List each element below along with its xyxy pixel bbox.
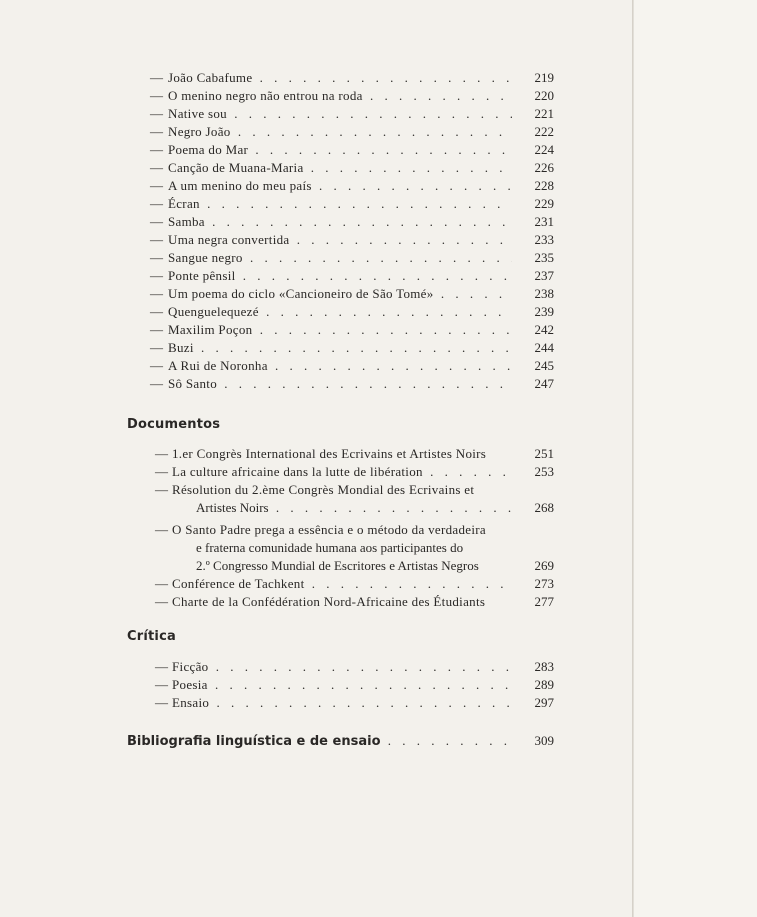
dash: — bbox=[155, 594, 168, 609]
toc-row bbox=[0, 339, 632, 357]
toc-title: Samba . . . bbox=[168, 213, 512, 231]
toc-row bbox=[0, 357, 632, 375]
dash: — bbox=[155, 482, 168, 497]
toc-title: Bibliografia linguística e de ensaio . . . bbox=[127, 732, 512, 751]
dash: — bbox=[150, 358, 163, 373]
toc-row bbox=[0, 285, 632, 303]
toc-row bbox=[0, 213, 632, 231]
dash: — bbox=[150, 304, 163, 319]
toc-row bbox=[0, 303, 632, 321]
toc-title: Résolution du 2.ème Congrès Mondial des Ecrivains et bbox=[172, 482, 475, 497]
toc-row bbox=[0, 87, 632, 105]
toc-page: 269 bbox=[534, 558, 554, 573]
toc-row bbox=[0, 575, 632, 593]
toc-title: João Cabafume . . . bbox=[168, 69, 512, 87]
toc-row bbox=[0, 249, 632, 267]
toc-page: 229 bbox=[534, 196, 554, 211]
dash: — bbox=[150, 322, 163, 337]
toc-page: 238 bbox=[534, 286, 554, 301]
page-fold bbox=[632, 0, 634, 917]
toc-row bbox=[0, 676, 632, 694]
toc-page: 242 bbox=[534, 322, 554, 337]
toc-row bbox=[0, 141, 632, 159]
toc-title: A Rui de Noronha . . . bbox=[168, 357, 512, 375]
dash: — bbox=[150, 268, 163, 283]
toc-row bbox=[0, 177, 632, 195]
toc-title: Sô Santo . . . bbox=[168, 375, 512, 393]
toc-title: Écran . . . bbox=[168, 195, 512, 213]
toc-title: Buzi . . . bbox=[168, 339, 512, 357]
section-heading: Crítica bbox=[127, 629, 176, 644]
toc-row bbox=[0, 159, 632, 177]
facing-page bbox=[634, 0, 757, 917]
toc-page: 231 bbox=[534, 214, 554, 229]
toc-row bbox=[0, 267, 632, 285]
toc-row-continued bbox=[0, 557, 632, 575]
toc-page: 235 bbox=[534, 250, 554, 265]
toc-title: Quenguelequezé . . . bbox=[168, 303, 512, 321]
toc-title: Conférence de Tachkent . . . bbox=[172, 575, 512, 593]
toc-page: 219 bbox=[534, 70, 554, 85]
toc-page: 244 bbox=[534, 340, 554, 355]
toc-title: Um poema do ciclo «Cancioneiro de São Tomé» . . . bbox=[168, 285, 512, 303]
toc-page: 273 bbox=[534, 576, 554, 591]
toc-page: 289 bbox=[534, 677, 554, 692]
toc-title: Poesia . . . bbox=[172, 676, 512, 694]
toc-title: O menino negro não entrou na roda . . . bbox=[168, 87, 512, 105]
toc-row bbox=[0, 445, 632, 463]
toc-page: 309 bbox=[534, 733, 554, 748]
toc-title: Charte de la Confédération Nord-Africaine des Étudiants bbox=[172, 594, 486, 609]
toc-page: 226 bbox=[534, 160, 554, 175]
dash: — bbox=[155, 522, 168, 537]
toc-page: 239 bbox=[534, 304, 554, 319]
toc-title: Ficção . . . bbox=[172, 658, 512, 676]
dash: — bbox=[150, 70, 163, 85]
toc-title: A um menino do meu país . . . bbox=[168, 177, 512, 195]
dash: — bbox=[155, 677, 168, 692]
toc-title: Ensaio . . . bbox=[172, 694, 512, 712]
toc-title: La culture africaine dans la lutte de libération . . . bbox=[172, 463, 512, 481]
toc-page: 277 bbox=[534, 594, 554, 609]
toc-row bbox=[0, 375, 632, 393]
toc-title: Uma negra convertida . . . bbox=[168, 231, 512, 249]
dash: — bbox=[150, 196, 163, 211]
toc-row bbox=[0, 593, 632, 611]
toc-row bbox=[0, 694, 632, 712]
dash: — bbox=[150, 286, 163, 301]
dash: — bbox=[150, 232, 163, 247]
toc-page: 224 bbox=[534, 142, 554, 157]
toc-row bbox=[0, 463, 632, 481]
toc-title: 1.er Congrès International des Ecrivains et Artistes Noirs bbox=[172, 446, 487, 461]
toc-row bbox=[0, 481, 632, 499]
dash: — bbox=[150, 340, 163, 355]
toc-page: 220 bbox=[534, 88, 554, 103]
toc-row bbox=[0, 105, 632, 123]
toc-title: Native sou . . . bbox=[168, 105, 512, 123]
toc-page: 247 bbox=[534, 376, 554, 391]
toc-row bbox=[0, 123, 632, 141]
toc-row-continued bbox=[0, 539, 632, 557]
toc-row bbox=[0, 231, 632, 249]
section-heading-documentos bbox=[0, 416, 632, 434]
toc-page: 237 bbox=[534, 268, 554, 283]
toc-page: 297 bbox=[534, 695, 554, 710]
toc-title: Maxilim Poçon . . . bbox=[168, 321, 512, 339]
section-heading-critica bbox=[0, 628, 632, 646]
dash: — bbox=[150, 376, 163, 391]
toc-page: 283 bbox=[534, 659, 554, 674]
toc-title-continued: Artistes Noirs . . . bbox=[196, 499, 516, 517]
toc-page: 228 bbox=[534, 178, 554, 193]
dash: — bbox=[150, 250, 163, 265]
dash: — bbox=[150, 214, 163, 229]
toc-row bbox=[0, 195, 632, 213]
toc-page: 251 bbox=[534, 446, 554, 461]
toc-row bbox=[0, 321, 632, 339]
toc-title: Poema do Mar . . . bbox=[168, 141, 512, 159]
toc-title: Ponte pênsil . . . bbox=[168, 267, 512, 285]
toc-title-continued: 2.º Congresso Mundial de Escritores e Artistas Negros bbox=[196, 558, 479, 573]
toc-row bbox=[0, 658, 632, 676]
toc-row-bibliografia bbox=[0, 732, 632, 750]
dash: — bbox=[150, 142, 163, 157]
toc-page: 268 bbox=[534, 500, 554, 515]
toc-page: 221 bbox=[534, 106, 554, 121]
toc-page: 222 bbox=[534, 124, 554, 139]
toc-title-continued: e fraterna comunidade humana aos participantes do bbox=[196, 540, 464, 555]
dash: — bbox=[150, 178, 163, 193]
toc-title: Canção de Muana-Maria . . . bbox=[168, 159, 512, 177]
dash: — bbox=[155, 576, 168, 591]
section-heading: Documentos bbox=[127, 417, 221, 432]
dash: — bbox=[155, 446, 168, 461]
dash: — bbox=[150, 124, 163, 139]
dash: — bbox=[155, 464, 168, 479]
toc-page: 253 bbox=[534, 464, 554, 479]
toc-row-continued bbox=[0, 499, 632, 517]
toc-row bbox=[0, 521, 632, 539]
toc-title: Sangue negro . . . bbox=[168, 249, 512, 267]
dash: — bbox=[155, 659, 168, 674]
toc-title: Negro João . . . bbox=[168, 123, 512, 141]
toc-row bbox=[0, 69, 632, 87]
dash: — bbox=[155, 695, 168, 710]
toc-page: 245 bbox=[534, 358, 554, 373]
toc-page: 233 bbox=[534, 232, 554, 247]
dash: — bbox=[150, 106, 163, 121]
toc-title: O Santo Padre prega a essência e o método da verdadeira bbox=[172, 522, 486, 537]
dash: — bbox=[150, 88, 163, 103]
dash: — bbox=[150, 160, 163, 175]
